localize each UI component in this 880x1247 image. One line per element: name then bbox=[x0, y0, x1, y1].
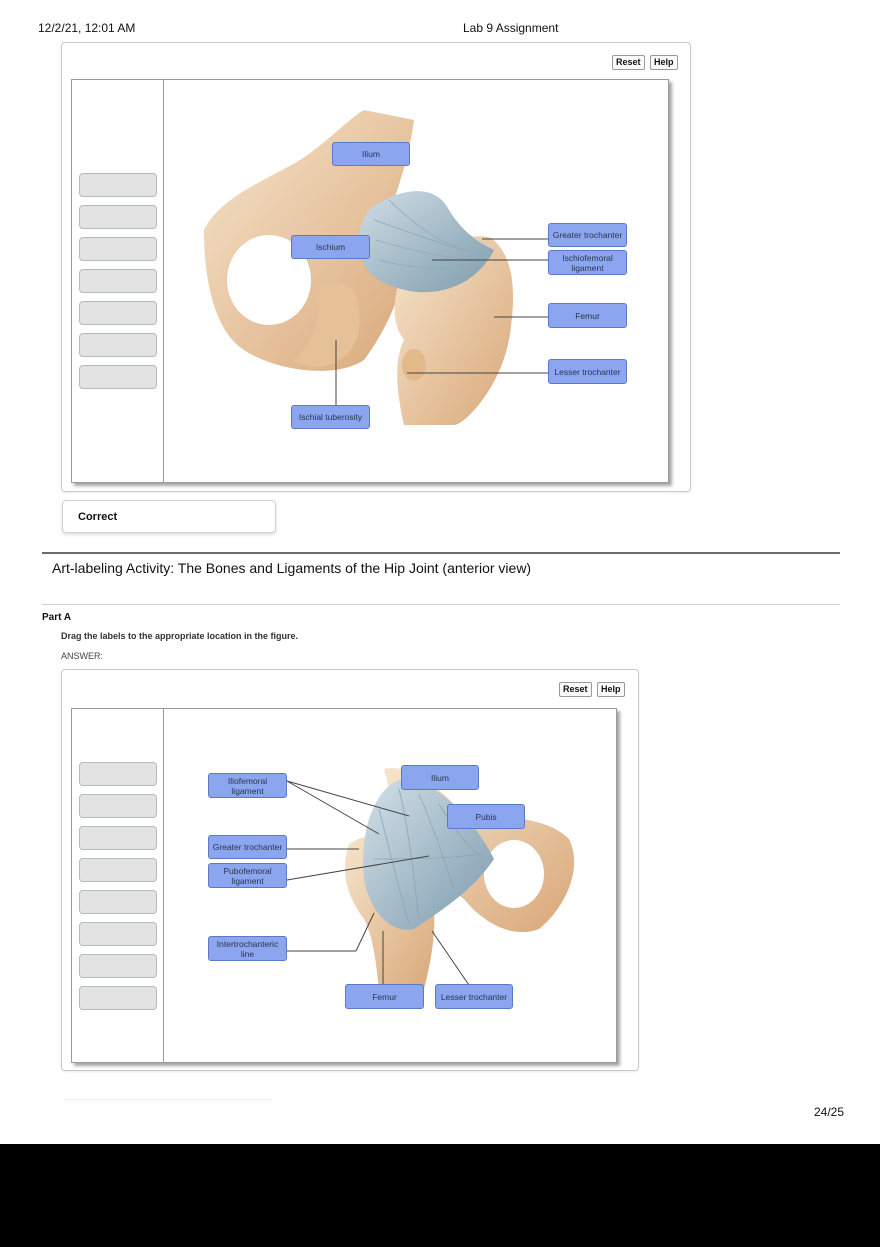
placed-label-pubofemoral-ligament[interactable]: Pubofemoral ligament bbox=[208, 863, 287, 888]
label-bank bbox=[72, 80, 164, 482]
labeling-widget-1 bbox=[61, 42, 691, 492]
placed-label-lesser-trochanter[interactable]: Lesser trochanter bbox=[548, 359, 627, 384]
empty-label-slot[interactable] bbox=[79, 922, 157, 946]
empty-label-slot[interactable] bbox=[79, 954, 157, 978]
empty-label-slot[interactable] bbox=[79, 858, 157, 882]
empty-label-slot[interactable] bbox=[79, 237, 157, 261]
print-page-title: Lab 9 Assignment bbox=[463, 21, 559, 35]
help-button[interactable]: Help bbox=[597, 682, 625, 697]
placed-label-ilium[interactable]: Ilium bbox=[332, 142, 410, 166]
empty-label-slot[interactable] bbox=[79, 333, 157, 357]
black-bar bbox=[0, 1144, 880, 1247]
divider bbox=[42, 604, 840, 605]
feedback-correct: Correct bbox=[62, 500, 276, 533]
reset-button[interactable]: Reset bbox=[612, 55, 645, 70]
empty-label-slot[interactable] bbox=[79, 205, 157, 229]
instruction-text: Drag the labels to the appropriate location in the figure. bbox=[61, 631, 299, 641]
placed-label-ischial-tuberosity[interactable]: Ischial tuberosity bbox=[291, 405, 370, 429]
label-bank bbox=[72, 709, 164, 1062]
activity-title: Art-labeling Activity: The Bones and Ligaments of the Hip Joint (anterior view) bbox=[52, 560, 532, 576]
placed-label-greater-trochanter[interactable]: Greater trochanter bbox=[208, 835, 287, 859]
help-button[interactable]: Help bbox=[650, 55, 678, 70]
empty-label-slot[interactable] bbox=[79, 826, 157, 850]
hip-joint-figure-anterior bbox=[164, 709, 616, 1062]
labeling-stage bbox=[71, 79, 669, 483]
placed-label-ischium[interactable]: Ischium bbox=[291, 235, 370, 259]
placed-label-lesser-trochanter[interactable]: Lesser trochanter bbox=[435, 984, 513, 1009]
part-heading: Part A bbox=[42, 612, 72, 623]
empty-label-slot[interactable] bbox=[79, 794, 157, 818]
placed-label-femur[interactable]: Femur bbox=[345, 984, 424, 1009]
divider bbox=[64, 1099, 272, 1100]
empty-label-slot[interactable] bbox=[79, 173, 157, 197]
placed-label-greater-trochanter[interactable]: Greater trochanter bbox=[548, 223, 627, 247]
labeling-widget-2 bbox=[61, 669, 639, 1071]
placed-label-iliofemoral-ligament[interactable]: Iliofemoral ligament bbox=[208, 773, 287, 798]
labeling-stage bbox=[71, 708, 617, 1063]
print-datetime: 12/2/21, 12:01 AM bbox=[38, 21, 136, 35]
answer-label: ANSWER: bbox=[61, 651, 104, 661]
page-number: 24/25 bbox=[814, 1105, 845, 1119]
empty-label-slot[interactable] bbox=[79, 269, 157, 293]
empty-label-slot[interactable] bbox=[79, 890, 157, 914]
placed-label-intertrochanteric-line[interactable]: Intertrochanteric line bbox=[208, 936, 287, 961]
placed-label-ilium[interactable]: Ilium bbox=[401, 765, 479, 790]
hip-bones-illustration bbox=[164, 80, 668, 482]
empty-label-slot[interactable] bbox=[79, 762, 157, 786]
placed-label-pubis[interactable]: Pubis bbox=[447, 804, 525, 829]
placed-label-ischiofemoral-ligament[interactable]: Ischiofemoral ligament bbox=[548, 250, 627, 275]
empty-label-slot[interactable] bbox=[79, 986, 157, 1010]
placed-label-femur[interactable]: Femur bbox=[548, 303, 627, 328]
empty-label-slot[interactable] bbox=[79, 301, 157, 325]
empty-label-slot[interactable] bbox=[79, 365, 157, 389]
section-divider bbox=[42, 552, 840, 554]
reset-button[interactable]: Reset bbox=[559, 682, 592, 697]
hip-joint-figure-posterior bbox=[164, 80, 668, 482]
